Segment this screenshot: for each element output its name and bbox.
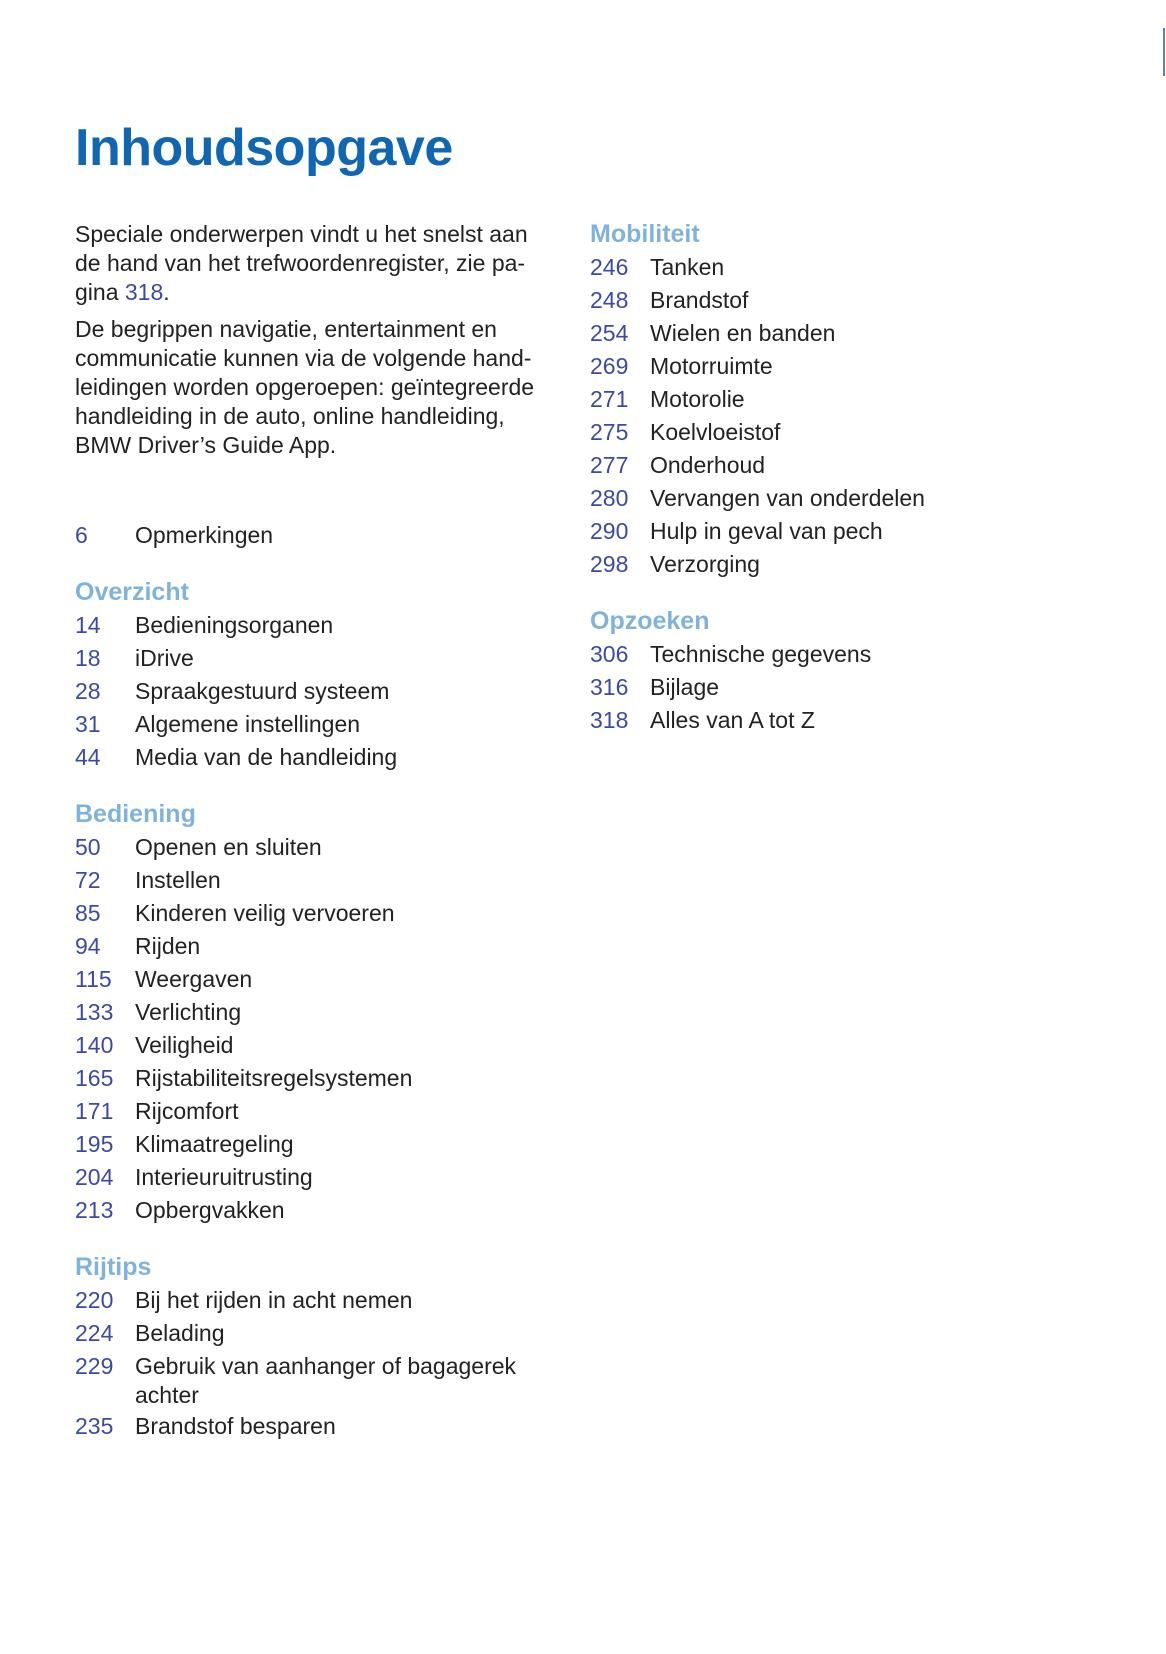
toc-page-number: 318: [590, 707, 629, 733]
toc-label: Gebruik van aanhanger of bagagerek achter: [135, 1353, 517, 1408]
toc-label: Weergaven: [135, 966, 253, 992]
toc-entry[interactable]: [75, 996, 555, 1029]
intro-paragraph-1: [75, 220, 555, 307]
toc-page-number: 280: [590, 485, 629, 511]
toc-label: Tanken: [650, 254, 725, 280]
toc-entry[interactable]: [75, 1317, 555, 1350]
toc-page-number: 229: [75, 1353, 114, 1379]
toc-page-number: 298: [590, 551, 629, 577]
toc-label: Spraakgestuurd systeem: [135, 678, 390, 704]
toc-entry[interactable]: [590, 449, 1070, 482]
toc-section-heading: Mobiliteit: [590, 220, 700, 248]
toc-label: Rijden: [135, 933, 201, 959]
toc-page-number: 204: [75, 1164, 114, 1190]
toc-section-heading: Opzoeken: [590, 607, 710, 635]
toc-page-number: 306: [590, 641, 629, 667]
toc-label: Belading: [135, 1320, 225, 1346]
toc-label: Algemene instellingen: [135, 711, 361, 737]
toc-entry[interactable]: [75, 1161, 555, 1194]
toc-label: Veiligheid: [135, 1032, 234, 1058]
toc-entry[interactable]: [75, 897, 555, 930]
toc-label: Brandstof: [650, 287, 749, 313]
toc-entry[interactable]: [590, 515, 1070, 548]
toc-label: Technische gegevens: [650, 641, 872, 667]
toc-label: Kinderen veilig vervoeren: [135, 900, 395, 926]
toc-entry[interactable]: [590, 671, 1070, 704]
toc-section-heading: Rijtips: [75, 1253, 152, 1281]
toc-section-heading: Overzicht: [75, 578, 189, 606]
toc-page-number: 220: [75, 1287, 114, 1313]
toc-right-column: [590, 218, 1070, 737]
intro-text: Speciale onderwerpen vindt u het snelst aan de hand van het trefwoordenregister, zie pa-gina: [75, 221, 528, 305]
intro-text-end: .: [163, 279, 170, 305]
toc-entry[interactable]: [75, 1095, 555, 1128]
toc-page-number: 275: [590, 419, 629, 445]
toc-left-column: [75, 519, 555, 1443]
toc-page-number: 235: [75, 1413, 114, 1439]
toc-entry[interactable]: [590, 548, 1070, 581]
toc-label: Bij het rijden in acht nemen: [135, 1287, 413, 1313]
toc-entry[interactable]: [75, 675, 555, 708]
intro-paragraph-2: De begrippen navigatie, entertainment en communicatie kunnen via de volgende hand-leidingen worden opgeroepen: geïntegreerde handleiding in de auto, online handleiding, BMW Driver’s Guide App.: [75, 316, 535, 458]
toc-page-number: 171: [75, 1098, 114, 1124]
toc-entry[interactable]: [75, 1410, 555, 1443]
toc-page-number: 290: [590, 518, 629, 544]
toc-label: Brandstof besparen: [135, 1413, 336, 1439]
toc-entry[interactable]: [590, 704, 1070, 737]
toc-entry[interactable]: [75, 642, 555, 675]
toc-label: Media van de handleiding: [135, 744, 398, 770]
toc-page-number: 133: [75, 999, 114, 1025]
toc-entry[interactable]: [75, 741, 555, 774]
page-edge-marker: [1163, 28, 1165, 76]
toc-entry[interactable]: [75, 519, 555, 552]
toc-label: Hulp in geval van pech: [650, 518, 883, 544]
toc-page-number: 18: [75, 645, 101, 671]
toc-label: Verlichting: [135, 999, 242, 1025]
toc-page-number: 85: [75, 900, 101, 926]
toc-label: Verzorging: [650, 551, 760, 577]
toc-page-number: 140: [75, 1032, 114, 1058]
intro: [75, 220, 555, 468]
toc-label: Bedieningsorganen: [135, 612, 334, 638]
toc-entry[interactable]: [75, 708, 555, 741]
toc-entry[interactable]: [75, 963, 555, 996]
toc-page-number: 224: [75, 1320, 114, 1346]
toc-label: Vervangen van onderdelen: [650, 485, 925, 511]
toc-label: Interieuruitrusting: [135, 1164, 313, 1190]
toc-label: Instellen: [135, 867, 221, 893]
toc-entry[interactable]: [75, 1350, 555, 1410]
toc-page-number: 271: [590, 386, 629, 412]
toc-entry[interactable]: [75, 831, 555, 864]
toc-page-number: 94: [75, 933, 101, 959]
toc-page-number: 254: [590, 320, 629, 346]
toc-label: Opmerkingen: [135, 522, 274, 548]
toc-label: Openen en sluiten: [135, 834, 322, 860]
toc-entry[interactable]: [75, 1029, 555, 1062]
toc-entry[interactable]: [590, 251, 1070, 284]
toc-page-number: 115: [75, 966, 112, 992]
toc-entry[interactable]: [590, 416, 1070, 449]
toc-entry[interactable]: [590, 350, 1070, 383]
toc-page-number: 72: [75, 867, 101, 893]
toc-label: Motorruimte: [650, 353, 773, 379]
toc-label: Opbergvakken: [135, 1197, 285, 1223]
toc-page-number: 246: [590, 254, 629, 280]
toc-entry[interactable]: [75, 1194, 555, 1227]
toc-section-heading: Bediening: [75, 800, 196, 828]
toc-label: iDrive: [135, 645, 194, 671]
toc-page-number: 28: [75, 678, 101, 704]
toc-label: Alles van A tot Z: [650, 707, 815, 733]
toc-page-number: 44: [75, 744, 101, 770]
toc-label: Motorolie: [650, 386, 745, 412]
toc-label: Rijstabiliteitsregelsystemen: [135, 1065, 413, 1091]
toc-page-number: 50: [75, 834, 101, 860]
toc-page-number: 277: [590, 452, 629, 478]
toc-entry[interactable]: [590, 482, 1070, 515]
index-page-link[interactable]: 318: [124, 279, 164, 305]
page-title: Inhoudsopgave: [75, 119, 453, 177]
toc-entry[interactable]: [75, 1284, 555, 1317]
toc-entry[interactable]: [590, 317, 1070, 350]
toc-page-number: 248: [590, 287, 629, 313]
toc-label: Bijlage: [650, 674, 720, 700]
toc-page-number: 14: [75, 612, 101, 638]
toc-page-number: 316: [590, 674, 629, 700]
toc-page-number: 269: [590, 353, 629, 379]
toc-entry[interactable]: [75, 930, 555, 963]
toc-page-number: 213: [75, 1197, 114, 1223]
toc-entry[interactable]: [75, 864, 555, 897]
toc-page-number: 165: [75, 1065, 114, 1091]
toc-label: Onderhoud: [650, 452, 766, 478]
toc-entry[interactable]: [590, 284, 1070, 317]
toc-entry[interactable]: [75, 1128, 555, 1161]
toc-entry[interactable]: [590, 383, 1070, 416]
toc-label: Koelvloeistof: [650, 419, 781, 445]
toc-page-number: 195: [75, 1131, 114, 1157]
toc-label: Klimaatregeling: [135, 1131, 294, 1157]
toc-entry[interactable]: [590, 638, 1070, 671]
toc-page-number: 6: [75, 522, 88, 548]
toc-entry[interactable]: [75, 1062, 555, 1095]
toc-label: Wielen en banden: [650, 320, 836, 346]
toc-label: Rijcomfort: [135, 1098, 239, 1124]
toc-page-number: 31: [75, 711, 101, 737]
toc-entry[interactable]: [75, 609, 555, 642]
